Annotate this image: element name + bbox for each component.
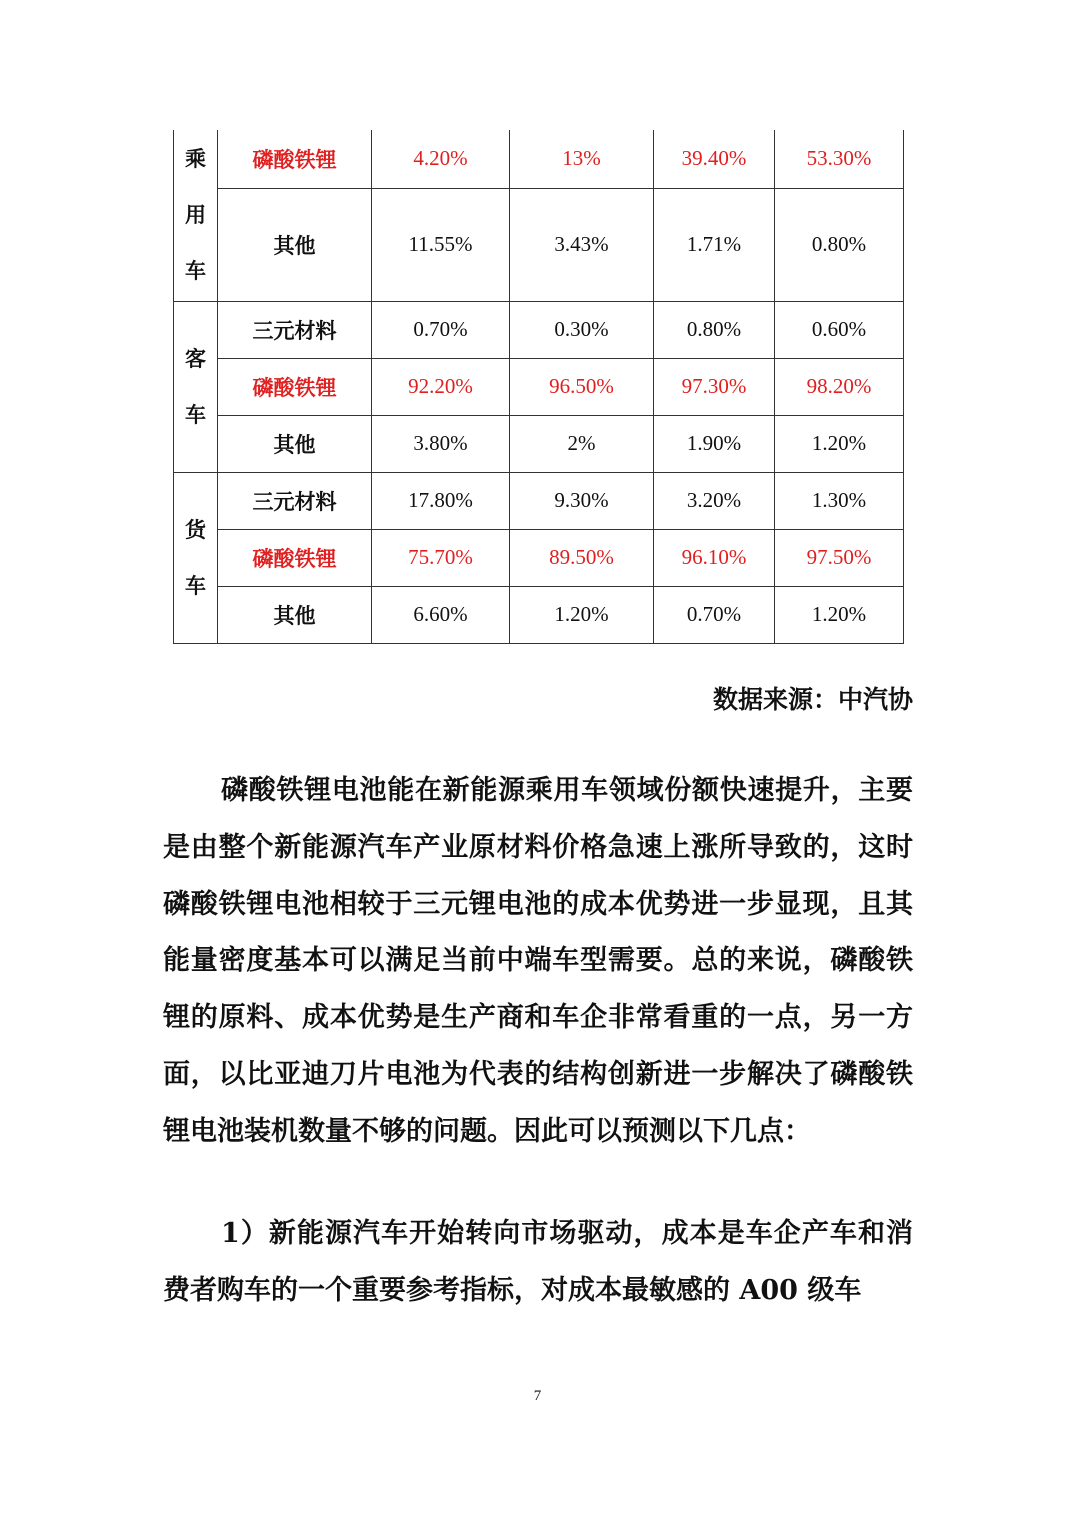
- share-value-cell: 1.71%: [654, 188, 775, 301]
- share-value-cell: 53.30%: [775, 130, 904, 188]
- share-value-cell: 17.80%: [372, 472, 510, 529]
- share-value-cell: 1.90%: [654, 415, 775, 472]
- share-value-cell: 3.43%: [510, 188, 654, 301]
- vehicle-group-label: [174, 130, 218, 301]
- share-value-cell: 98.20%: [775, 358, 904, 415]
- share-value-cell: 89.50%: [510, 529, 654, 586]
- table-body: [174, 130, 904, 643]
- share-value-cell: 75.70%: [372, 529, 510, 586]
- share-value-cell: 97.50%: [775, 529, 904, 586]
- table-row: [174, 586, 904, 643]
- share-value-cell: 0.80%: [654, 301, 775, 358]
- share-value-cell: 1.30%: [775, 472, 904, 529]
- share-value-cell: 0.70%: [654, 586, 775, 643]
- share-value-cell: 1.20%: [775, 415, 904, 472]
- vehicle-group-label: [174, 301, 218, 472]
- battery-type-cell: 磷酸铁锂: [218, 358, 372, 415]
- vehicle-group-char: 车: [185, 573, 206, 598]
- share-value-cell: 96.10%: [654, 529, 775, 586]
- vehicle-group-char: 货: [185, 517, 206, 542]
- share-value-cell: 4.20%: [372, 130, 510, 188]
- share-value-cell: 11.55%: [372, 188, 510, 301]
- vehicle-group-char: 用: [185, 203, 206, 228]
- table-row: [174, 358, 904, 415]
- table-row: [174, 301, 904, 358]
- share-value-cell: 13%: [510, 130, 654, 188]
- share-value-cell: 2%: [510, 415, 654, 472]
- battery-type-cell: 三元材料: [218, 301, 372, 358]
- share-value-cell: 1.20%: [775, 586, 904, 643]
- share-value-cell: 3.80%: [372, 415, 510, 472]
- share-value-cell: 1.20%: [510, 586, 654, 643]
- vehicle-group-char: 车: [185, 259, 206, 284]
- share-value-cell: 92.20%: [372, 358, 510, 415]
- share-value-cell: 6.60%: [372, 586, 510, 643]
- table-row: [174, 130, 904, 188]
- share-value-cell: 9.30%: [510, 472, 654, 529]
- table-row: [174, 529, 904, 586]
- share-value-cell: 0.60%: [775, 301, 904, 358]
- battery-type-cell: 磷酸铁锂: [218, 130, 372, 188]
- body-paragraph: 磷酸铁锂电池能在新能源乘用车领域份额快速提升，主要是由整个新能源汽车产业原材料价格急速上涨所导致的，这时磷酸铁锂电池相较于三元锂电池的成本优势进一步显现，且其能量密度基本可以满足当前中端车型需要。总的来说，磷酸铁锂的原料、成本优势是生产商和车企非常看重的一点，另一方面，以比亚迪刀片电池为代表的结构创新进一步解决了磷酸铁锂电池装机数量不够的问题。因此可以预测以下几点：: [163, 775, 913, 1147]
- battery-type-cell: 磷酸铁锂: [218, 529, 372, 586]
- share-value-cell: 97.30%: [654, 358, 775, 415]
- vehicle-group-char: 乘: [185, 147, 206, 172]
- share-value-cell: 3.20%: [654, 472, 775, 529]
- data-source-note: 数据来源：中汽协: [712, 685, 913, 714]
- page-number: 7: [533, 1388, 542, 1404]
- vehicle-group-char: 客: [185, 346, 206, 371]
- battery-type-cell: 其他: [218, 415, 372, 472]
- table-row: [174, 188, 904, 301]
- battery-share-table-container: [173, 130, 903, 644]
- share-value-cell: 0.80%: [775, 188, 904, 301]
- battery-share-table: [173, 130, 904, 644]
- vehicle-group-char: 车: [185, 402, 206, 427]
- table-row: [174, 415, 904, 472]
- battery-type-cell: 其他: [218, 188, 372, 301]
- body-paragraph-list-item: 1）新能源汽车开始转向市场驱动，成本是车企产车和消费者购车的一个重要参考指标，对成本最敏感的 A00 级车: [163, 1218, 913, 1306]
- vehicle-group-label: [174, 472, 218, 643]
- share-value-cell: 39.40%: [654, 130, 775, 188]
- share-value-cell: 96.50%: [510, 358, 654, 415]
- share-value-cell: 0.70%: [372, 301, 510, 358]
- battery-type-cell: 三元材料: [218, 472, 372, 529]
- share-value-cell: 0.30%: [510, 301, 654, 358]
- table-row: [174, 472, 904, 529]
- battery-type-cell: 其他: [218, 586, 372, 643]
